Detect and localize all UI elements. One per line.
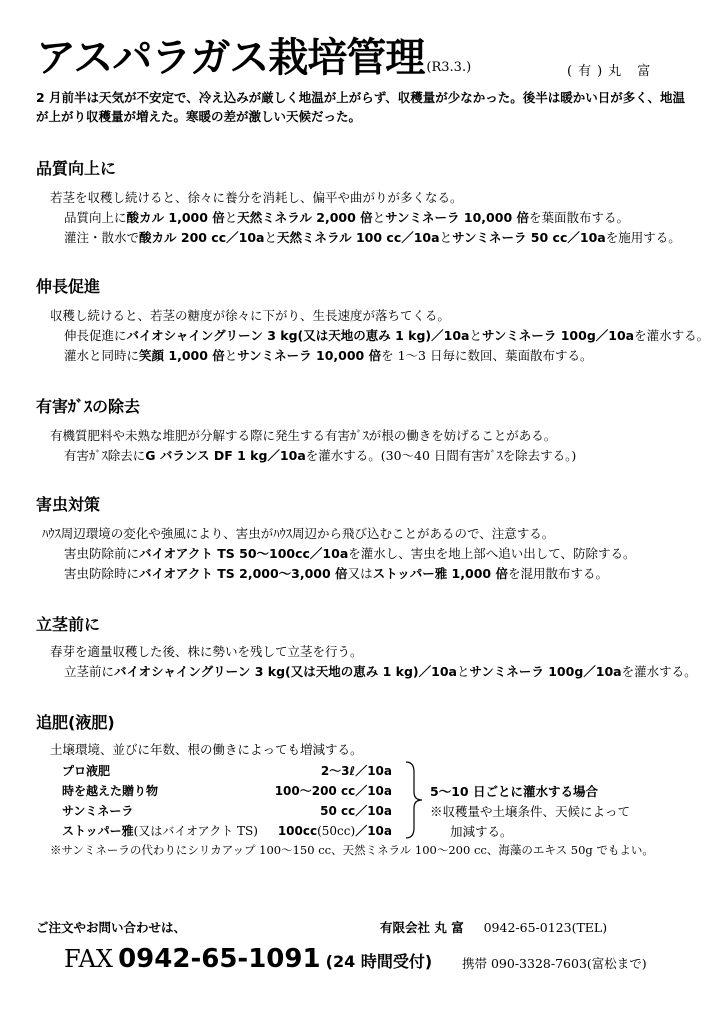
line-text: 害虫防除時に (64, 566, 140, 581)
section-title-fertilizer: 追肥(液肥) (36, 713, 115, 732)
line-text: と (469, 328, 482, 343)
line-text: を 1～3 日毎に数回、葉面散布する。 (381, 348, 593, 363)
footer-tel: 0942‐65‐0123(TEL) (483, 920, 608, 935)
growth-line-1: 収穫し続けると、若茎の糖度が徐々に下がり、生長速度が落ちてくる。 (50, 308, 450, 323)
fax-label: FAX (64, 945, 113, 973)
product-dosage: 笑顔 1,000 倍 (139, 348, 225, 363)
fert-side-title: 5～10 日ごとに灌水する場合 (430, 784, 598, 799)
fax-number: 0942-65-1091 (118, 944, 321, 974)
gas-line-2 (64, 446, 576, 464)
line-text: 灌水と同時に (64, 348, 140, 363)
line-text: 灌注・散水で (64, 230, 140, 245)
product-dosage: バイオアクト TS 50～100cc／10a (139, 546, 349, 561)
quality-line-3 (64, 228, 681, 246)
company-name-header: (有)丸 富 (567, 64, 657, 79)
footer-company: 有限会社 丸 富 (380, 920, 464, 935)
fax-note: (24 時間受付) (325, 952, 433, 971)
fert-item-name: プロ液肥 (62, 764, 111, 778)
line-text: と (224, 210, 238, 225)
line-text: と (456, 664, 470, 679)
fax-block (64, 944, 432, 974)
fert-side-note-2: 加減する。 (450, 824, 513, 839)
section-title-growth: 伸長促進 (36, 277, 101, 296)
mobile-number: 携帯 090-3328-7603(富松まで) (462, 956, 647, 971)
product-dosage: サンミネーラ 10,000 倍 (237, 348, 382, 363)
product-dosage: サンミネーラ 50 cc／10a (452, 230, 606, 245)
line-text: と (224, 348, 238, 363)
line-text: を灌水する。 (621, 664, 697, 679)
product-dosage: サンミネーラ 10,000 倍 (385, 210, 529, 225)
line-text: 立茎前に (64, 664, 115, 679)
section-title-quality: 品質向上に (36, 159, 117, 178)
right-brace (404, 760, 424, 840)
fert-item-amount: 2～3ℓ／10a (320, 764, 392, 778)
fert-line-1: 土壌環境、並びに年数、根の働きによっても増減する。 (50, 742, 363, 757)
line-text: を混用散布する。 (507, 566, 608, 581)
page-title (36, 26, 471, 83)
title-text: アスパラガス栽培管理 (36, 35, 425, 81)
fert-item-amount: 50 cc／10a (320, 804, 392, 818)
fert-item-name: サンミネーラ (62, 804, 134, 818)
line-text: を葉面散布する。 (529, 210, 630, 225)
growth-line-2 (64, 326, 709, 344)
intro-paragraph: 2 月前半は天気が不安定で、冷え込みが厳しく地温が上がらず、収穫量が少なかった。後半は暖かい日が多く、地温が上がり収穫量が増えた。寒暖の差が激しい天候だった。 (36, 90, 686, 124)
product-dosage: バイオアクト TS 2,000～3,000 倍 (139, 566, 348, 581)
footer-company-row (380, 918, 607, 936)
product-dosage: 天然ミネラル 2,000 倍 (237, 210, 373, 225)
line-text: を灌水する。(30～40 日間有害ｶﾞｽを除去する。) (305, 448, 577, 463)
fert-item-amount: 100cc (277, 824, 318, 838)
product-dosage: 天然ミネラル 100 cc／10a (276, 230, 440, 245)
product-dosage: 酸カル 200 cc／10a (139, 230, 265, 245)
fert-item-name: 時を越えた贈り物 (62, 784, 159, 798)
line-text: と (372, 210, 386, 225)
fert-item-name: ストッパー雅 (62, 824, 134, 838)
fert-item-amount-note: (50cc) (317, 824, 356, 838)
fert-item-amount-row (252, 822, 392, 839)
product-dosage: ストッパー雅 1,000 倍 (372, 566, 508, 581)
fert-item-amount-unit: ／10a (355, 824, 392, 838)
fert-footnote: ※サンミネーラの代わりにシリカアップ 100～150 cc、天然ミネラル 100～200 cc、海藻のエキス 50g でもよい。 (50, 843, 654, 857)
product-dosage: サンミネーラ 100g／10a (469, 664, 622, 679)
product-dosage: サンミネーラ 100g／10a (482, 328, 635, 343)
fert-side-note-1: ※収穫量や土壌条件、天候によって (430, 804, 631, 819)
fert-item-name-note: (又はバイオアクト TS) (133, 824, 258, 838)
line-text: と (439, 230, 453, 245)
fert-item-amount: 100～200 cc／10a (274, 784, 392, 798)
pest-line-2 (64, 544, 636, 562)
section-title-stand: 立茎前に (36, 615, 101, 634)
line-text: を灌水し、害虫を地上部へ追い出して、防除する。 (348, 546, 636, 561)
product-dosage: バイオシャイングリーン 3 kg(又は天地の恵み 1 kg)／10a (114, 664, 457, 679)
line-text: を灌水する。 (634, 328, 710, 343)
section-title-gas: 有害ｶﾞｽの除去 (36, 397, 141, 416)
line-text: 害虫防除前に (64, 546, 140, 561)
line-text: 又は (347, 566, 373, 581)
issue-date: (R3.3.) (426, 60, 472, 75)
product-dosage: G バランス DF 1 kg／10a (145, 448, 306, 463)
line-text: と (264, 230, 277, 245)
line-text: 伸長促進に (64, 328, 127, 343)
stand-line-2 (64, 662, 697, 680)
pest-line-1: ﾊｳｽ周辺環境の変化や強風により、害虫がﾊｳｽ周辺から飛び込むことがあるので、注意する。 (42, 526, 555, 541)
inquiry-text: ご注文やお問い合わせは、 (36, 920, 187, 935)
line-text: 品質向上に (64, 210, 127, 225)
product-dosage: バイオシャイングリーン 3 kg(又は天地の恵み 1 kg)／10a (126, 328, 470, 343)
section-title-pest: 害虫対策 (36, 495, 101, 514)
growth-line-3 (64, 346, 592, 364)
line-text: を施用する。 (605, 230, 681, 245)
quality-line-2 (64, 208, 629, 226)
quality-line-1: 若茎を収穫し続けると、徐々に養分を消耗し、偏平や曲がりが多くなる。 (50, 190, 463, 205)
pest-line-3 (64, 564, 608, 582)
product-dosage: 酸カル 1,000 倍 (126, 210, 225, 225)
gas-line-1: 有機質肥料や未熟な堆肥が分解する際に発生する有害ｶﾞｽが根の働きを妨げることがある。 (50, 428, 557, 443)
stand-line-1: 春芽を適量収穫した後、株に勢いを残して立茎を行う。 (50, 644, 363, 659)
line-text: 有害ｶﾞｽ除去に (64, 448, 146, 463)
fert-item-row (62, 822, 258, 839)
